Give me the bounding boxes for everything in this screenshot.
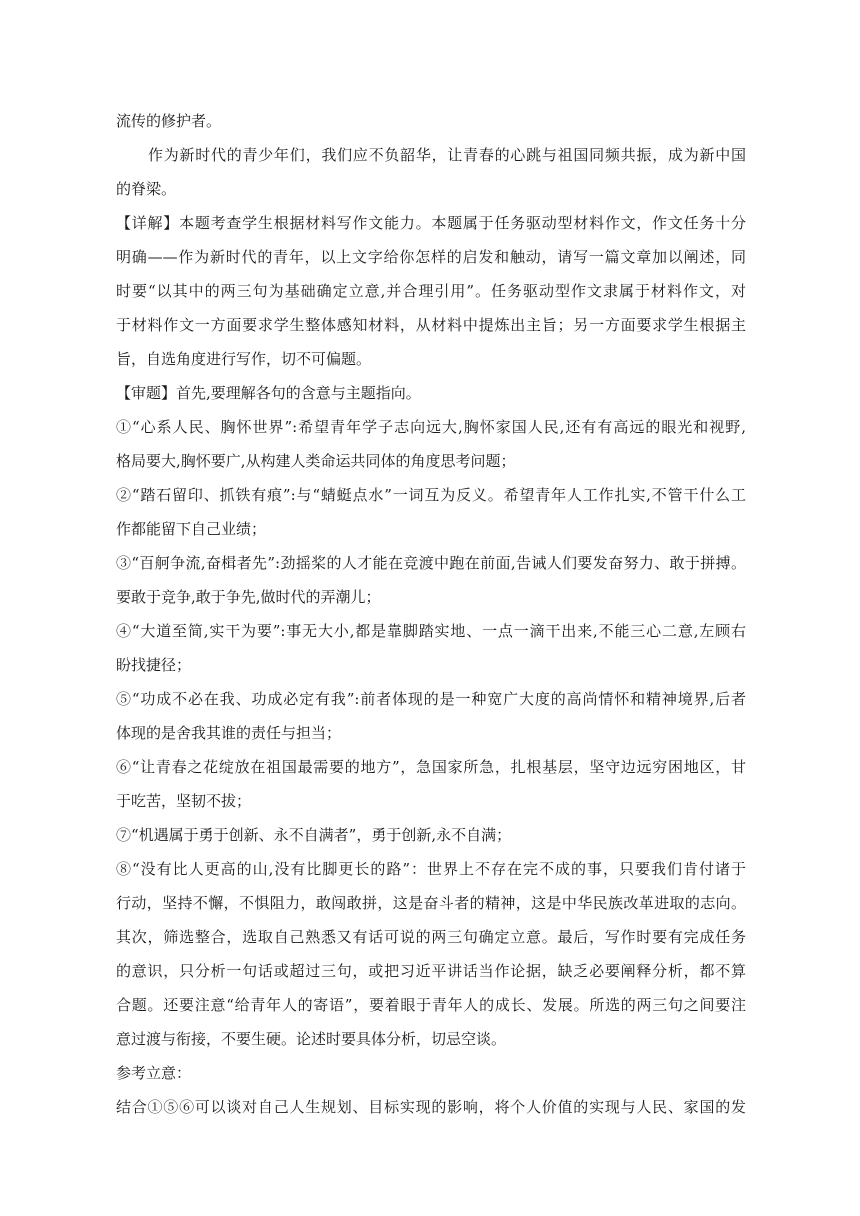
text-line: ①“心系人民、胸怀世界”:希望青年学子志向远大,胸怀家国人民,还有有高远的眼光和视野, — [116, 418, 746, 436]
text-line: 流传的修护者。 — [116, 112, 222, 130]
text-line: 要敢于竞争,敢于争先,做时代的弄潮儿； — [116, 588, 381, 606]
text-line: ②“踏石留印、抓铁有痕”:与“蜻蜓点水”一词互为反义。希望青年人工作扎实,不管干什么工 — [116, 486, 746, 504]
text-line: 行动，坚持不懈，不惧阻力，敢闯敢拼，这是奋斗者的精神，这是中华民族改革进取的志向。 — [116, 894, 746, 912]
text-line: 时要“以其中的两三句为基础确定立意,并合理引用”。任务驱动型作文隶属于材料作文，对 — [116, 282, 746, 300]
text-line: ④“大道至简,实干为要”:事无大小,都是靠脚踏实地、一点一滴干出来,不能三心二意,左顾右 — [116, 622, 746, 640]
text-line: 结合①⑤⑥可以谈对自己人生规划、目标实现的影响，将个人价值的实现与人民、家国的发 — [116, 1098, 746, 1116]
text-line: 合题。还要注意“给青年人的寄语”，要着眼于青年人的成长、发展。所选的两三句之间要注 — [116, 996, 746, 1014]
text-line: 体现的是舍我其谁的责任与担当； — [116, 724, 342, 742]
text-line: 于材料作文一方面要求学生整体感知材料，从材料中提炼出主旨；另一方面要求学生根据主 — [116, 316, 746, 334]
text-line: 于吃苦，坚韧不拔； — [116, 792, 252, 810]
text-line: 明确——作为新时代的青年，以上文字给你怎样的启发和触动，请写一篇文章加以阐述，同 — [116, 248, 746, 266]
document-body — [116, 104, 746, 1124]
text-line: 格局要大,胸怀要广,从构建人类命运共同体的角度思考问题； — [116, 452, 516, 470]
text-line: 作为新时代的青少年们，我们应不负韶华，让青春的心跳与祖国同频共振，成为新中国 — [148, 146, 746, 164]
text-line: 参考立意： — [116, 1064, 192, 1082]
text-line: 作都能留下自己业绩； — [116, 520, 267, 538]
text-line: ⑤“功成不必在我、功成必定有我”:前者体现的是一种宽广大度的高尚情怀和精神境界,后者 — [116, 690, 746, 708]
text-line: ③“百舸争流,奋楫者先”:劲摇桨的人才能在竞渡中跑在前面,告诫人们要发奋努力、敢于拼搏。 — [116, 554, 746, 572]
text-line: 【审题】首先,要理解各句的含意与主题指向。 — [116, 384, 421, 402]
text-line: 的意识，只分析一句话或超过三句，或把习近平讲话当作论据，缺乏必要阐释分析，都不算 — [116, 962, 746, 980]
text-line: ⑥“让青春之花绽放在祖国最需要的地方”，急国家所急，扎根基层，坚守边远穷困地区，甘 — [116, 758, 746, 776]
text-line: 旨，自选角度进行写作，切不可偏题。 — [116, 350, 372, 368]
text-line: ⑦“机遇属于勇于创新、永不自满者”，勇于创新,永不自满； — [116, 826, 512, 844]
text-line: 盼找捷径； — [116, 656, 192, 674]
text-line: 其次，筛选整合，选取自己熟悉又有话可说的两三句确定立意。最后，写作时要有完成任务 — [116, 928, 746, 946]
text-line: 的脊梁。 — [116, 180, 177, 198]
text-line: 意过渡与衔接，不要生硬。论述时要具体分析，切忌空谈。 — [116, 1030, 507, 1048]
text-line: 【详解】本题考查学生根据材料写作文能力。本题属于任务驱动型材料作文，作文任务十分 — [116, 214, 746, 232]
text-line: ⑧“没有比人更高的山,没有比脚更长的路”：世界上不存在完不成的事，只要我们肯付诸于 — [116, 860, 746, 878]
